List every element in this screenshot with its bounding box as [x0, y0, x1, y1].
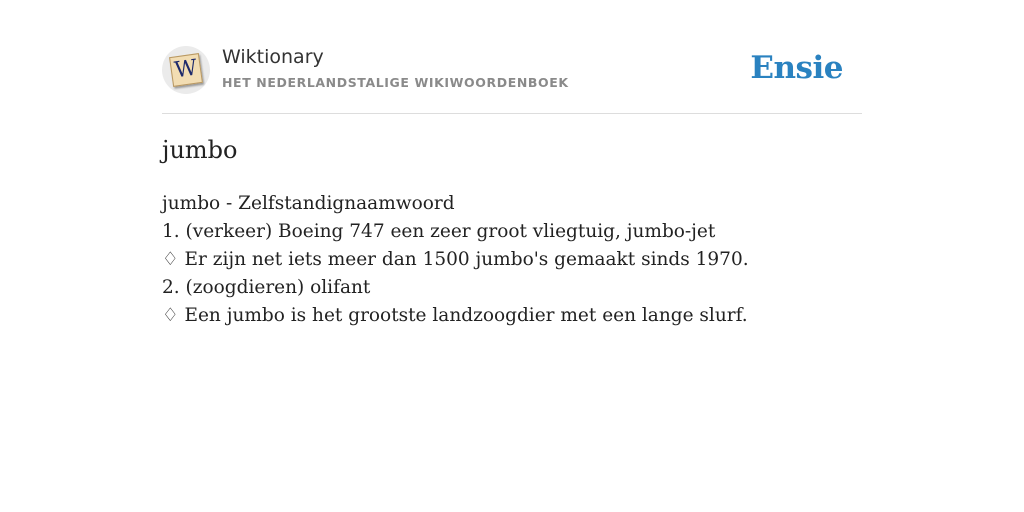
- definition-line: 2. (zoogdieren) olifant: [162, 277, 371, 298]
- example-line: ♢ Een jumbo is het grootste landzoogdier met een lange slurf.: [162, 305, 748, 326]
- definition-block: [162, 190, 749, 330]
- word-class-line: jumbo - Zelfstandignaamwoord: [162, 193, 455, 214]
- definition-line: 1. (verkeer) Boeing 747 een zeer groot vliegtuig, jumbo-jet: [162, 221, 716, 242]
- site-subtitle: HET NEDERLANDSTALIGE WIKIWOORDENBOEK: [222, 75, 569, 90]
- header: [162, 0, 862, 114]
- site-title[interactable]: Wiktionary: [222, 46, 324, 68]
- entry-title: jumbo: [162, 136, 238, 164]
- wiktionary-logo[interactable]: [162, 46, 210, 94]
- page: [162, 0, 862, 326]
- wiktionary-tile-icon: W: [169, 53, 203, 87]
- example-line: ♢ Er zijn net iets meer dan 1500 jumbo's gemaakt sinds 1970.: [162, 249, 749, 270]
- ensie-brand-link[interactable]: Ensie: [750, 50, 843, 86]
